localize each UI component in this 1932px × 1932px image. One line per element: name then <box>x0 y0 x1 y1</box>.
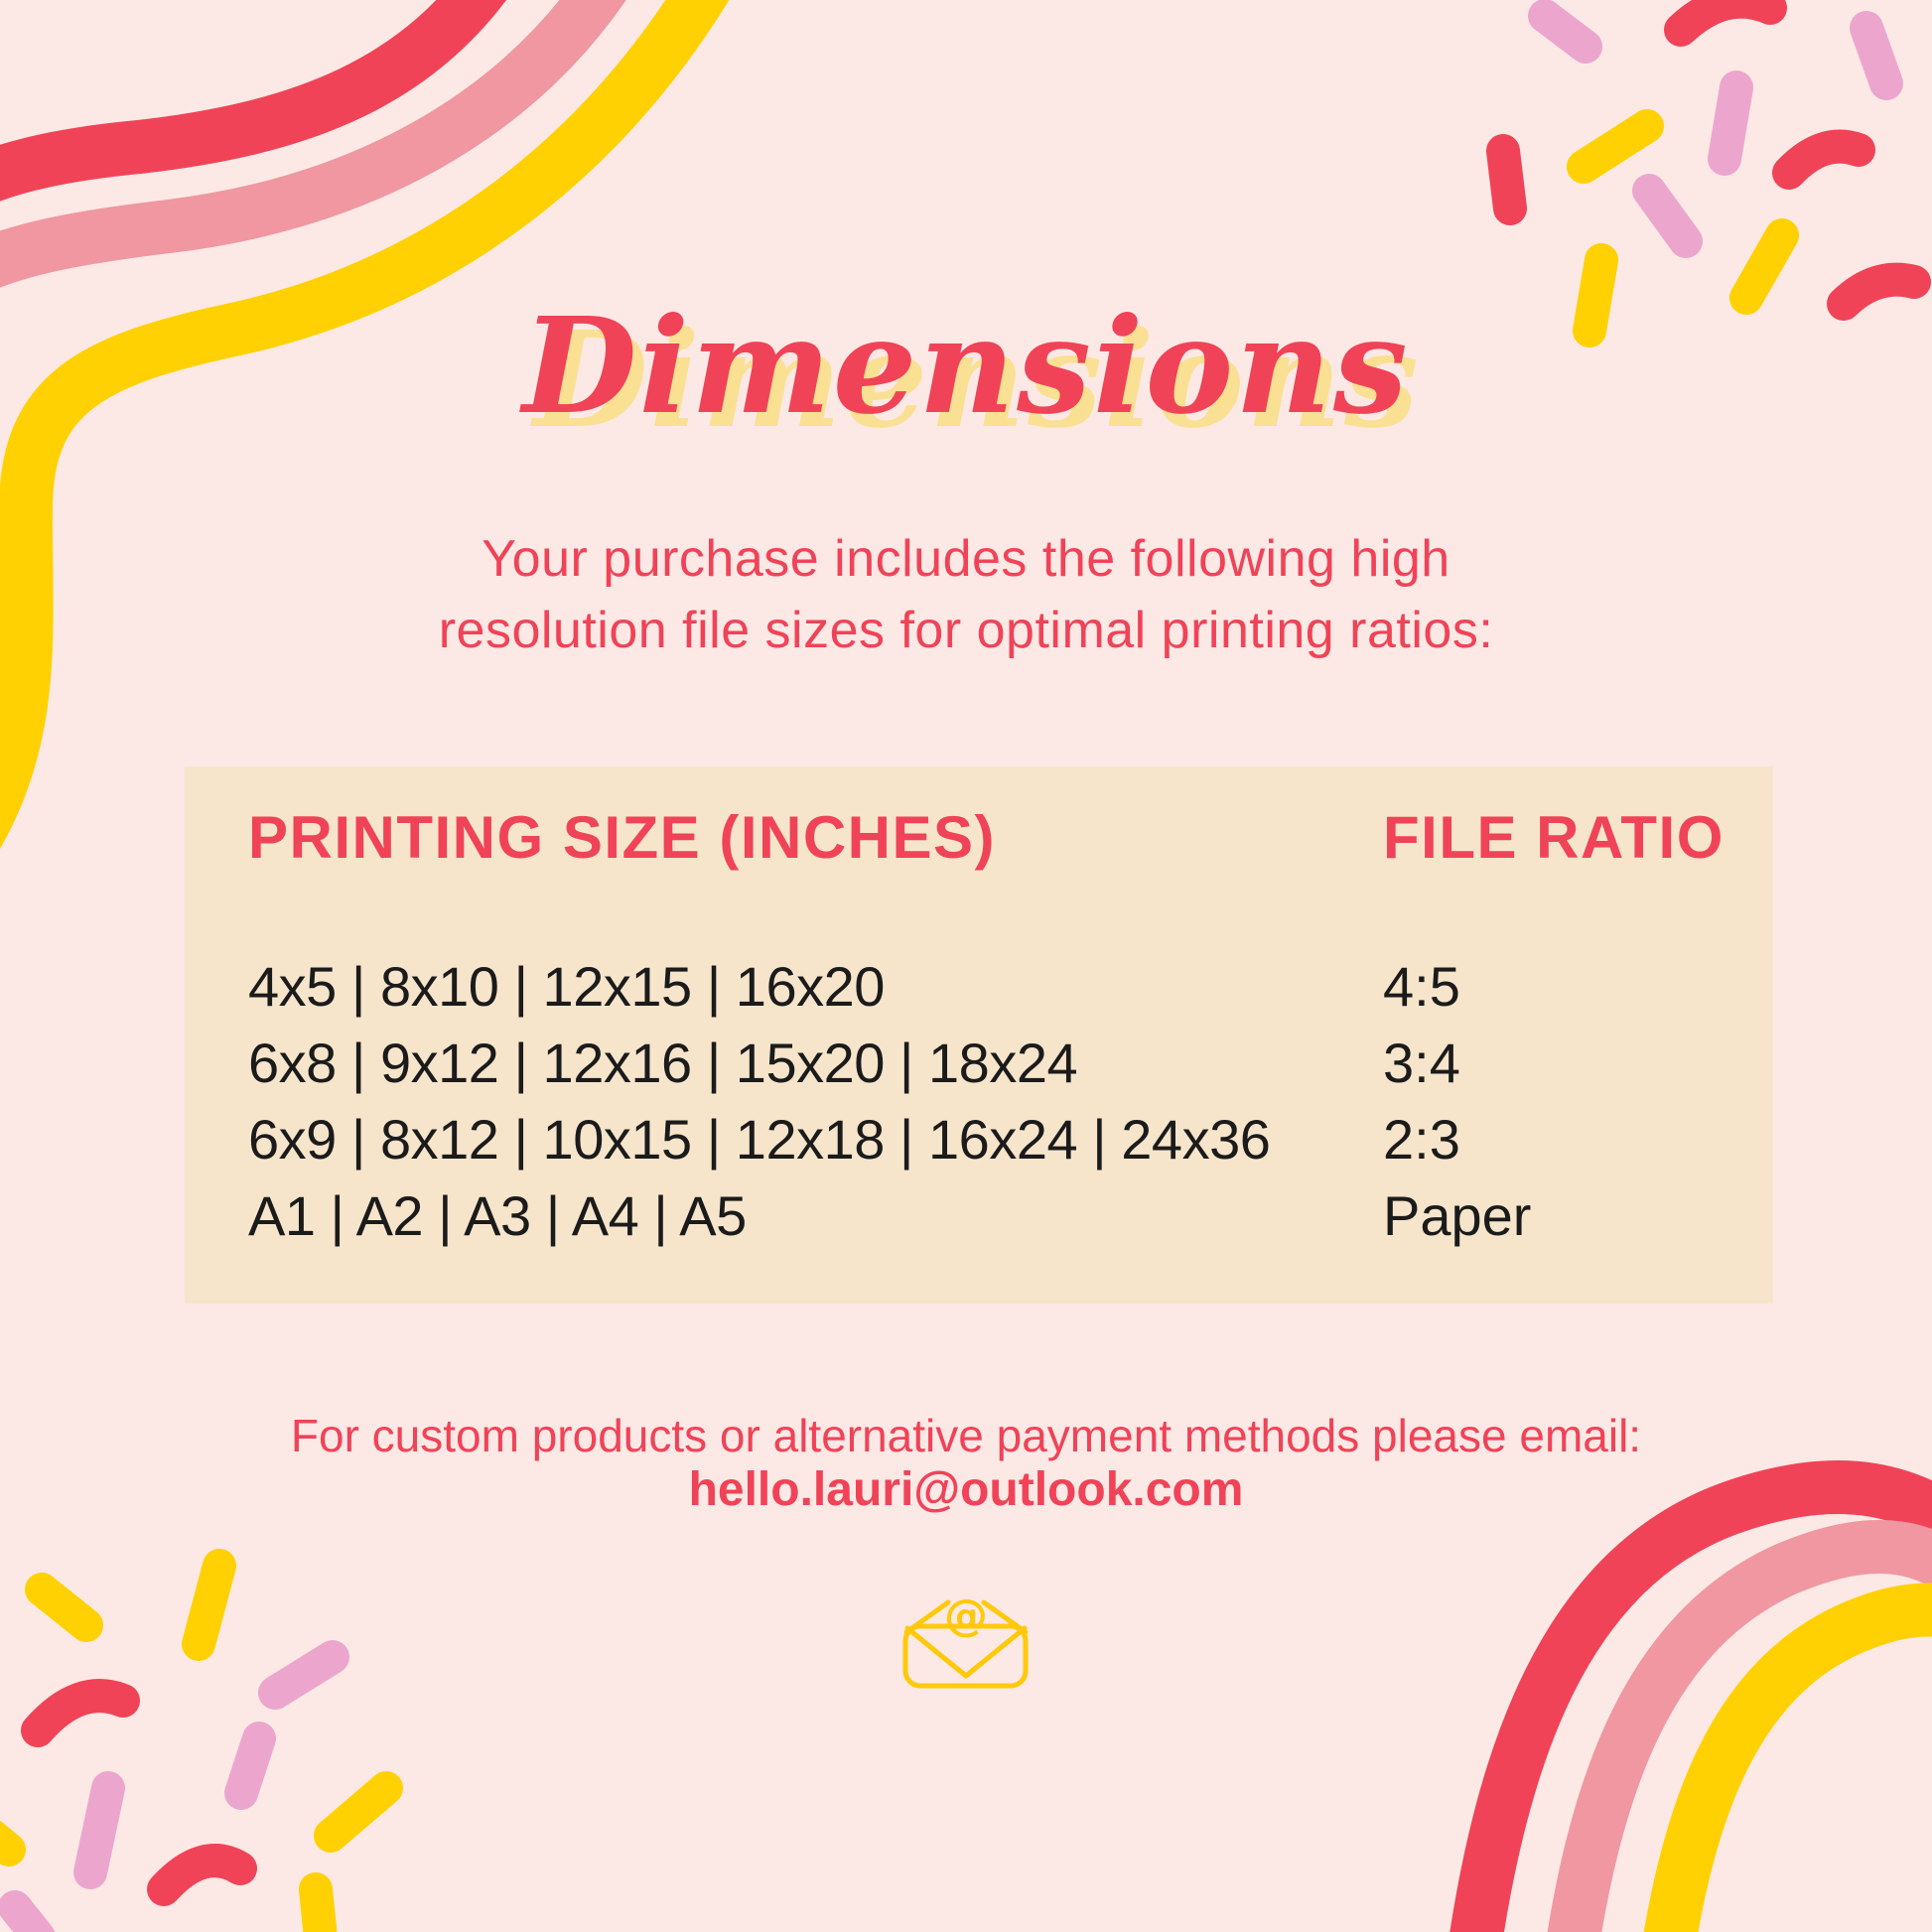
table-row-sizes: 4x5 | 8x10 | 12x15 | 16x20 <box>248 955 885 1018</box>
sprinkle <box>1681 2 1770 30</box>
sprinkle <box>1503 151 1510 208</box>
sprinkle <box>1649 191 1686 241</box>
intro-text <box>0 523 1932 666</box>
intro-line-1: Your purchase includes the following high <box>482 530 1450 588</box>
sprinkle <box>164 1861 240 1889</box>
sprinkle <box>1725 87 1736 159</box>
rainbow-wave-bottom-right <box>1469 1487 1932 1932</box>
intro-line-2: resolution file sizes for optimal printing ratios: <box>438 602 1494 659</box>
sprinkle <box>90 1788 108 1872</box>
custom-products-note: For custom products or alternative payment methods please email: <box>290 1410 1642 1461</box>
table-row-ratio: 4:5 <box>1383 955 1460 1018</box>
sprinkle <box>1584 126 1647 167</box>
sprinkle <box>275 1657 333 1693</box>
contact-email: hello.lauri@outlook.com <box>688 1463 1244 1516</box>
printing-sizes-column <box>248 948 1270 1254</box>
at-symbol: @ <box>944 1590 988 1641</box>
sprinkle <box>199 1566 219 1644</box>
sprinkle <box>0 1836 9 1850</box>
column-header-file-ratio: FILE RATIO <box>1383 804 1725 871</box>
sprinkle <box>316 1889 321 1932</box>
sprinkle <box>1545 16 1586 47</box>
sprinkle <box>241 1738 259 1793</box>
sprinkle <box>15 1907 39 1932</box>
sprinkles-top-right <box>1503 2 1914 331</box>
table-row-ratio: 2:3 <box>1383 1108 1460 1171</box>
table-row-ratio: 3:4 <box>1383 1032 1460 1094</box>
printing-size-table <box>185 766 1773 1304</box>
table-row-ratio: Paper <box>1383 1184 1532 1247</box>
envelope-at-icon <box>901 1585 1031 1696</box>
table-row-sizes: 6x9 | 8x12 | 10x15 | 12x18 | 16x24 | 24x36 <box>248 1108 1271 1171</box>
sprinkle <box>331 1788 386 1836</box>
file-ratio-column <box>1383 948 1531 1254</box>
table-row-sizes: A1 | A2 | A3 | A4 | A5 <box>248 1184 747 1247</box>
sprinkle <box>1746 235 1782 298</box>
sprinkles-bottom-left <box>0 1566 386 1932</box>
sprinkle <box>1866 28 1886 83</box>
sprinkle <box>1789 147 1859 173</box>
sprinkle <box>38 1696 123 1730</box>
sprinkle <box>42 1589 86 1625</box>
column-header-printing-size: PRINTING SIZE (INCHES) <box>248 804 997 871</box>
table-row-sizes: 6x8 | 9x12 | 12x16 | 15x20 | 18x24 <box>248 1032 1078 1094</box>
page-title: Dimensions <box>522 289 1410 444</box>
